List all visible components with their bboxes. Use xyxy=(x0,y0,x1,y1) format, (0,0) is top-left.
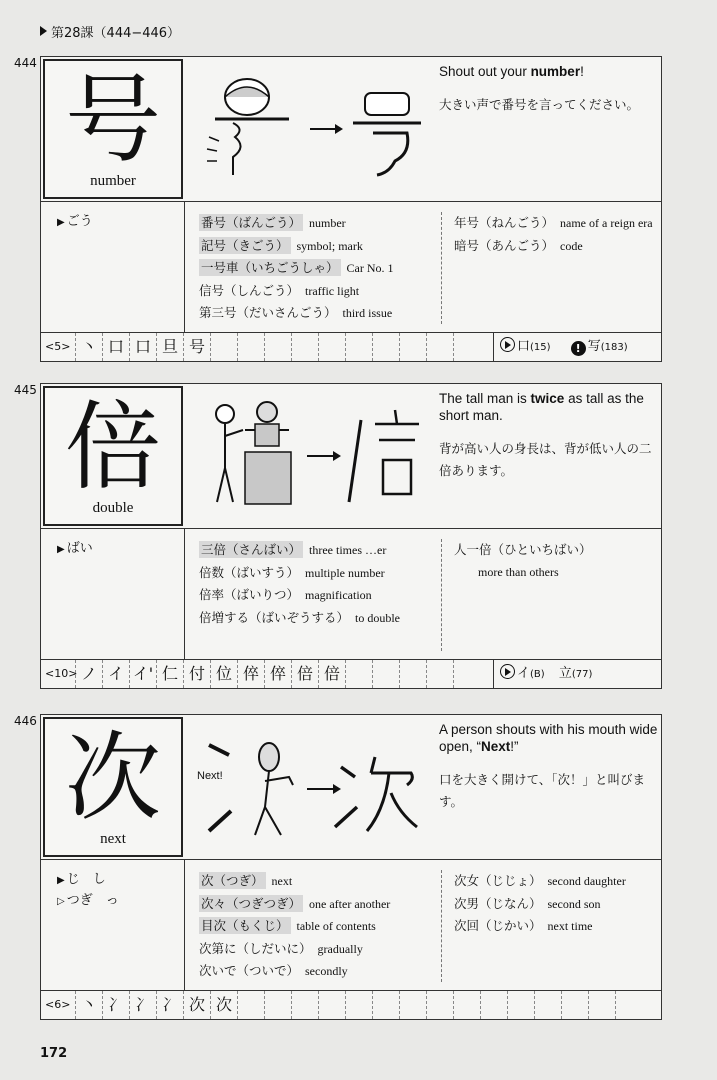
vocab-item: 次男（じなん） second son xyxy=(454,895,601,911)
stroke-step: 付 xyxy=(183,660,210,688)
stroke-step: イ xyxy=(102,660,129,688)
entry-top-row xyxy=(40,714,662,860)
play-circle-icon xyxy=(500,664,515,679)
stroke-step-empty xyxy=(264,991,291,1019)
kanji-cell xyxy=(43,386,183,526)
stroke-step: 倅 xyxy=(264,660,291,688)
stroke-step-empty xyxy=(237,991,264,1019)
radical: 口 xyxy=(517,339,531,354)
mnemonic-japanese: 背が高い人の身長は、背が低い人の二倍あります。 xyxy=(439,441,652,478)
stroke-step-empty xyxy=(372,991,399,1019)
shouting-person-illustration xyxy=(185,715,435,859)
radical-info xyxy=(493,660,661,688)
radical-ref: (15) xyxy=(530,342,551,353)
lesson-header xyxy=(40,22,180,41)
stroke-step: 倍 xyxy=(318,660,345,688)
kanji-cell xyxy=(43,59,183,199)
stroke-step: 号 xyxy=(183,333,210,361)
shouting-mouth-illustration xyxy=(185,57,435,201)
stroke-step: 仁 xyxy=(156,660,183,688)
vocab-item: 暗号（あんごう） code xyxy=(454,237,583,253)
radical-ref: (B) xyxy=(530,669,545,680)
reading-line: ▶ ばい xyxy=(57,541,93,556)
mnemonic-text xyxy=(439,390,659,482)
vocab-item: 次いで（ついで） secondly xyxy=(199,963,348,978)
stroke-step-empty xyxy=(372,333,399,361)
stroke-step: 次 xyxy=(183,991,210,1019)
stroke-step-empty xyxy=(426,991,453,1019)
stroke-step-empty xyxy=(453,333,480,361)
stroke-step-empty xyxy=(588,991,615,1019)
stroke-step-empty xyxy=(507,991,534,1019)
vocab-item: 次回（じかい） next time xyxy=(454,918,593,933)
stroke-step-empty xyxy=(291,991,318,1019)
stroke-step: 冫 xyxy=(129,991,156,1019)
vocab-list-extra xyxy=(441,870,655,982)
entry-number: 446 xyxy=(14,714,37,728)
vocab-item: 記号（きごう） symbol; mark xyxy=(201,237,363,253)
kanji-character: 号 xyxy=(65,64,161,176)
stroke-step: 冫 xyxy=(156,991,183,1019)
mnemonic-text xyxy=(439,721,659,813)
mnemonic-english: Shout out your number! xyxy=(439,64,584,79)
stroke-order-row xyxy=(40,332,662,362)
stroke-order-cells xyxy=(75,333,480,361)
related-kanji: 立 xyxy=(558,666,572,681)
stroke-step-empty xyxy=(399,660,426,688)
readings xyxy=(41,860,185,990)
kanji-meaning: next xyxy=(100,831,126,847)
kanji-meaning: double xyxy=(92,500,134,516)
entry-vocab-row xyxy=(40,860,662,990)
stroke-step-empty xyxy=(426,660,453,688)
vocab-item: 第三号（だいさんごう） third issue xyxy=(199,305,393,320)
reading-line: ▶ ごう xyxy=(57,214,93,229)
vocab-item: 三倍（さんばい） three times …er xyxy=(201,542,387,557)
stroke-count: <6> xyxy=(45,998,71,1011)
readings xyxy=(41,202,185,332)
exclamation-icon: ! xyxy=(571,341,586,356)
stroke-order-row xyxy=(40,990,662,1020)
stroke-step-empty xyxy=(426,333,453,361)
stroke-count: <5> xyxy=(45,340,71,353)
vocab-item: 信号（しんごう） traffic light xyxy=(199,282,360,298)
stroke-step-empty xyxy=(399,333,426,361)
stroke-step-empty xyxy=(345,333,372,361)
radical-info xyxy=(493,333,661,361)
vocab-item: 倍増する（ばいぞうする） to double xyxy=(199,609,401,625)
stroke-step-empty xyxy=(453,991,480,1019)
mnemonic-text xyxy=(439,63,659,116)
stroke-step: 倍 xyxy=(291,660,318,688)
related-kanji: 写 xyxy=(587,339,601,354)
stroke-step-empty xyxy=(399,991,426,1019)
stroke-step-empty xyxy=(210,333,237,361)
vocab-list-extra xyxy=(441,212,655,324)
entry-top-row xyxy=(40,56,662,202)
kanji-character: 次 xyxy=(65,722,161,834)
kanji-meaning: number xyxy=(90,173,136,189)
page-number: 172 xyxy=(40,1046,68,1061)
related-ref: (183) xyxy=(600,342,628,353)
triangle-marker-icon xyxy=(40,26,47,36)
vocab-item: 次（つぎ） next xyxy=(201,873,293,888)
stroke-step: ノ xyxy=(75,660,102,688)
stroke-step: 冫 xyxy=(102,991,129,1019)
stroke-step: 倅 xyxy=(237,660,264,688)
radical: イ xyxy=(517,666,531,681)
kanji-character: 倍 xyxy=(65,391,161,503)
entry-vocab-row xyxy=(40,202,662,332)
stroke-step: 口 xyxy=(129,333,156,361)
entry-vocab-row xyxy=(40,529,662,659)
stroke-count: <10> xyxy=(45,667,78,680)
mnemonic-japanese: 大きい声で番号を言ってください。 xyxy=(439,97,640,112)
entry-top-row xyxy=(40,383,662,529)
vocab-item: 目次（もくじ） table of contents xyxy=(201,918,376,933)
reading-line: ▷ つぎ っ xyxy=(57,893,119,908)
mnemonic-illustration xyxy=(185,57,435,201)
stroke-step-empty xyxy=(561,991,588,1019)
stroke-step-empty xyxy=(345,660,372,688)
entry-number: 445 xyxy=(14,383,37,397)
vocab-item: 番号（ばんごう） number xyxy=(201,215,346,230)
stroke-step: 丶 xyxy=(75,333,102,361)
mnemonic-illustration xyxy=(185,715,435,859)
stroke-step: 丶 xyxy=(75,991,102,1019)
stroke-step-empty xyxy=(534,991,561,1019)
stroke-order-cells xyxy=(75,991,642,1019)
play-circle-icon xyxy=(500,337,515,352)
vocab-list-main xyxy=(199,870,431,983)
readings xyxy=(41,529,185,659)
vocab-list-main xyxy=(199,212,431,325)
lesson-title: 第28課（444−446） xyxy=(51,26,181,41)
vocab-item: 次第に（しだいに） gradually xyxy=(199,940,363,956)
vocab-item-meaning: more than others xyxy=(478,564,559,579)
stroke-step-empty xyxy=(480,991,507,1019)
vocab-item: 一号車（いちごうしゃ） Car No. 1 xyxy=(201,260,394,275)
vocab-item: 次女（じじょ） second daughter xyxy=(454,873,626,888)
mnemonic-english: The tall man is twice as tall as the short man. xyxy=(439,391,644,423)
vocab-item: 次々（つぎつぎ） one after another xyxy=(201,895,391,911)
stroke-step-empty xyxy=(264,333,291,361)
vocab-list-main xyxy=(199,539,431,629)
vocab-item: 人一倍（ひといちばい） xyxy=(454,542,592,557)
next-exclaim-text: Next! xyxy=(197,770,223,782)
stroke-step: イ' xyxy=(129,660,156,688)
entry-number: 444 xyxy=(14,56,37,70)
vocab-item: 倍率（ばいりつ） magnification xyxy=(199,587,372,602)
stroke-step: 口 xyxy=(102,333,129,361)
vocab-item: 年号（ねんごう） name of a reign era xyxy=(454,215,653,230)
stroke-order-cells xyxy=(75,660,480,688)
vocab-item: 倍数（ばいすう） multiple number xyxy=(199,564,385,580)
reading-line: ▶ じ し xyxy=(57,872,106,887)
mnemonic-japanese: 口を大きく開けて、「次！」と叫びます。 xyxy=(439,772,646,809)
stroke-step: 次 xyxy=(210,991,237,1019)
tall-and-short-man-illustration xyxy=(185,384,435,528)
stroke-step-empty xyxy=(291,333,318,361)
related-ref: (77) xyxy=(571,669,593,680)
stroke-step-empty xyxy=(345,991,372,1019)
stroke-step: 旦 xyxy=(156,333,183,361)
mnemonic-english: A person shouts with his mouth wide open, “Next!” xyxy=(439,722,658,754)
vocab-list-extra xyxy=(441,539,655,651)
stroke-order-row xyxy=(40,659,662,689)
stroke-step-empty xyxy=(318,333,345,361)
kanji-cell xyxy=(43,717,183,857)
stroke-step: 位 xyxy=(210,660,237,688)
stroke-step-empty xyxy=(453,660,480,688)
stroke-step-empty xyxy=(372,660,399,688)
stroke-step-empty xyxy=(318,991,345,1019)
stroke-step-empty xyxy=(237,333,264,361)
mnemonic-illustration xyxy=(185,384,435,528)
stroke-step-empty xyxy=(615,991,642,1019)
